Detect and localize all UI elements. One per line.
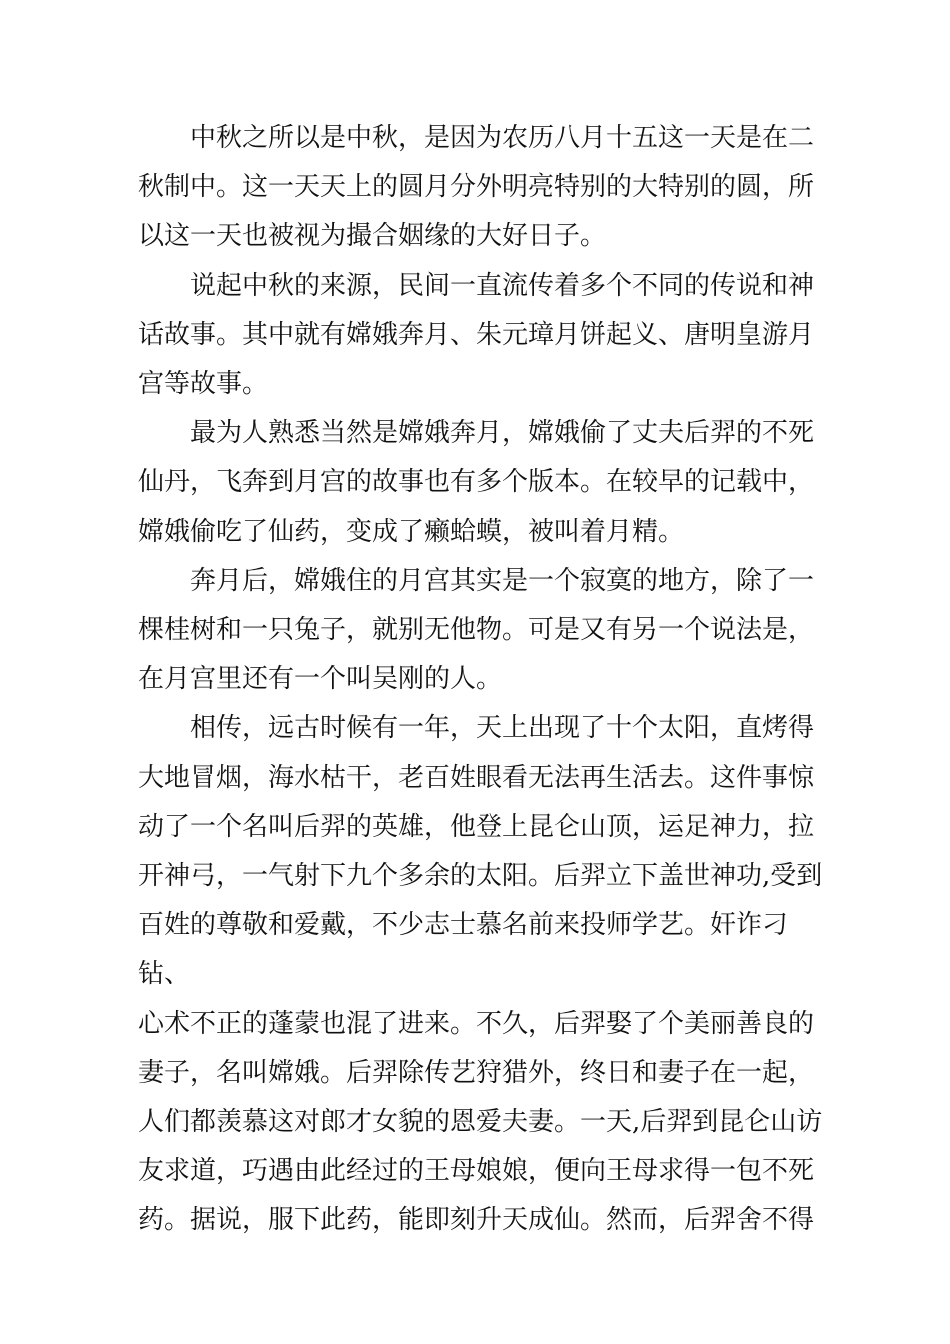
paragraph-3: 最为人熟悉当然是嫦娥奔月，嫦娥偷了丈夫后羿的不死 仙丹，飞奔到月宫的故事也有多个版本。在较早的记载中， 嫦娥偷吃了仙药，变成了癞蛤蟆，被叫着月精。 [138,418,815,547]
paragraph-4: 奔月后，嫦娥住的月宫其实是一个寂寞的地方，除了一 棵桂树和一只兔子，就别无他物。可是又有另一个说法是， 在月宫里还有一个叫吴刚的人。 [138,565,815,695]
paragraph-5: 相传，远古时候有一年，天上出现了十个太阳，直烤得 大地冒烟，海水枯干，老百姓眼看无法再生活去。这件事惊 动了一个名叫后羿的英雄，他登上昆仑山顶，运足神力，拉 开神弓，一气射下九个多余的太阳。后羿立下盖世神功,受到 百姓的尊敬和爱戴，不少志士慕名前来投师学艺。奸诈刁钻、 心术不正的蓬蒙也混了进来。不久，后羿娶了个美丽善良的 妻子，名叫嫦娥。后羿除传艺狩猎外，终日和妻子在一起， 人们都羡慕这对郎才女貌的恩爱夫妻。一天,后羿到昆仑山访 友求道，巧遇由此经过的王母娘娘，便向王母求得一包不死 药。据说，服下此药，能即刻升天成仙。然而，后羿舍不得 [138,713,823,1236]
paragraph-1: 中秋之所以是中秋，是因为农历八月十五这一天是在二 秋制中。这一天天上的圆月分外明亮特别的大特别的圆，所 以这一天也被视为撮合姻缘的大好日子。 [138,123,815,252]
body-text [138,114,838,1246]
paragraph-2: 说起中秋的来源，民间一直流传着多个不同的传说和神 话故事。其中就有嫦娥奔月、朱元璋月饼起义、唐明皇游月 宫等故事。 [138,270,815,400]
